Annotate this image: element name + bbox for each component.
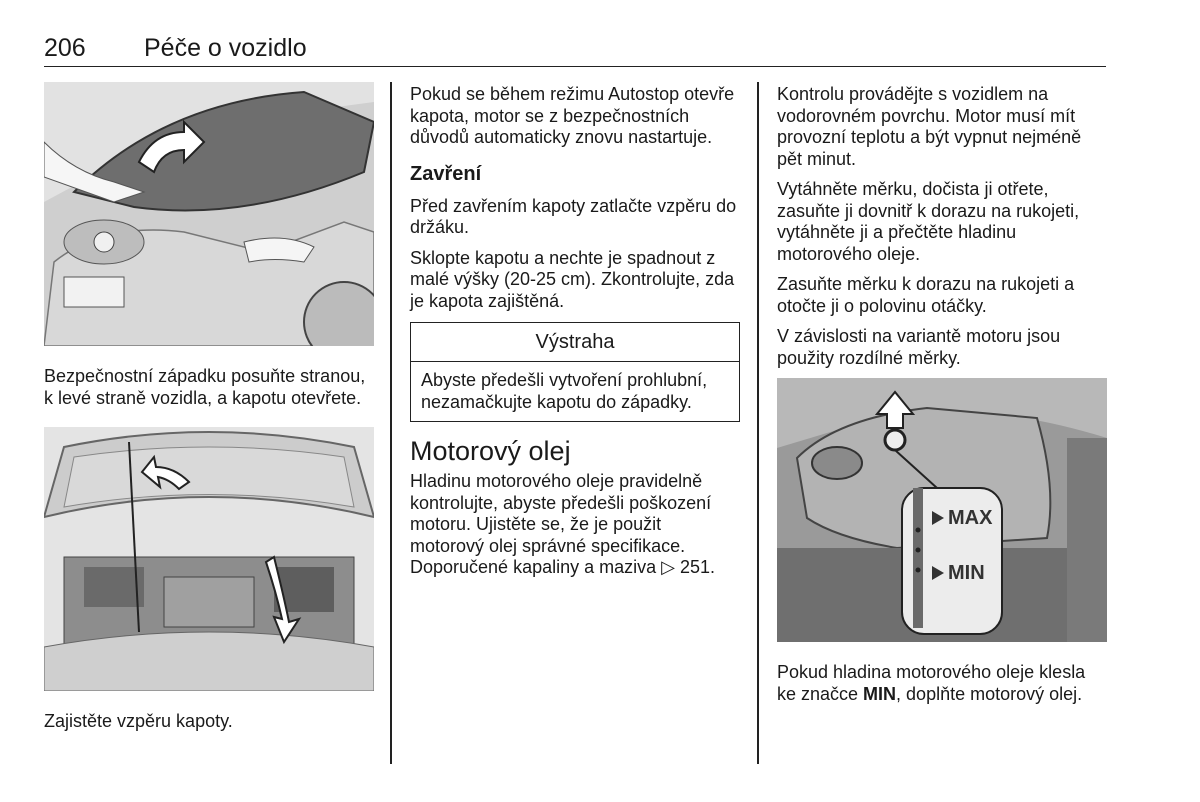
- page-title: Péče o vozidlo: [144, 34, 307, 62]
- check-paragraph-3: Zasuňte měrku k dorazu na rukojeti a otočte ji o polovinu otáčky.: [777, 274, 1075, 316]
- column-middle: [410, 84, 740, 588]
- check-paragraph-2: Vytáhněte měrku, dočista ji otřete, zasuňte ji dovnitř k dorazu na rukojeti, vytáhněte ji a přečtěte hladinu motorového oleje.: [777, 179, 1080, 264]
- heading-close: Zavření: [410, 162, 482, 185]
- hood-strut-illustration: [44, 427, 374, 691]
- heading-engine-oil: Motorový olej: [410, 436, 571, 466]
- refill-paragraph: Pokud hladina motorového oleje klesla ke značce MIN, doplňte motorový olej.: [777, 662, 1086, 704]
- check-paragraph-1: Kontrolu provádějte s vozidlem na vodorovném povrchu. Motor musí mít provozní teplotu a být vypnut nejméně pět minut.: [777, 84, 1082, 169]
- autostop-paragraph: Pokud se během režimu Autostop otevře kapota, motor se z bezpečnostních důvodů automaticky znovu nastartuje.: [410, 84, 735, 147]
- close-paragraph-1: Před zavřením kapoty zatlačte vzpěru do držáku.: [410, 195, 737, 237]
- engine-oil-paragraph: Hladinu motorového oleje pravidelně kontrolujte, abyste předešli poškození motoru. Ujistěte se, že je použit motorový olej správné specifikace. Doporučené kapaliny a maziva ▷ 251.: [410, 471, 716, 577]
- column-right: [777, 84, 1107, 714]
- hood-open-illustration: [44, 82, 374, 346]
- column-divider: [757, 82, 759, 764]
- warning-title: Výstraha: [411, 323, 739, 362]
- page-number: 206: [44, 34, 86, 62]
- dipstick-min-label: MIN: [948, 562, 985, 584]
- close-paragraph-2: Sklopte kapotu a nechte je spadnout z malé výšky (20-25 cm). Zkontrolujte, zda je kapota zajištěná.: [410, 247, 735, 311]
- page-reference[interactable]: 251.: [680, 557, 716, 577]
- warning-box: [410, 322, 740, 422]
- check-paragraph-4: V závislosti na variantě motoru jsou použity rozdílné měrky.: [777, 326, 1061, 368]
- caption-hood-release: Bezpečnostní západku posuňte stranou, k levé straně vozidla, a kapotu otevřete.: [44, 366, 366, 408]
- caption-hood-strut: Zajistěte vzpěru kapoty.: [44, 711, 233, 731]
- column-left: [44, 82, 374, 742]
- page-reference-icon: ▷: [661, 557, 675, 577]
- warning-text: Abyste předešli vytvoření prohlubní, nezamačkujte kapotu do západky.: [421, 370, 708, 412]
- dipstick-illustration: [777, 378, 1107, 642]
- column-divider: [390, 82, 392, 764]
- min-mark-text: MIN: [863, 683, 897, 704]
- page-header: [44, 34, 1106, 67]
- dipstick-max-label: MAX: [948, 507, 993, 529]
